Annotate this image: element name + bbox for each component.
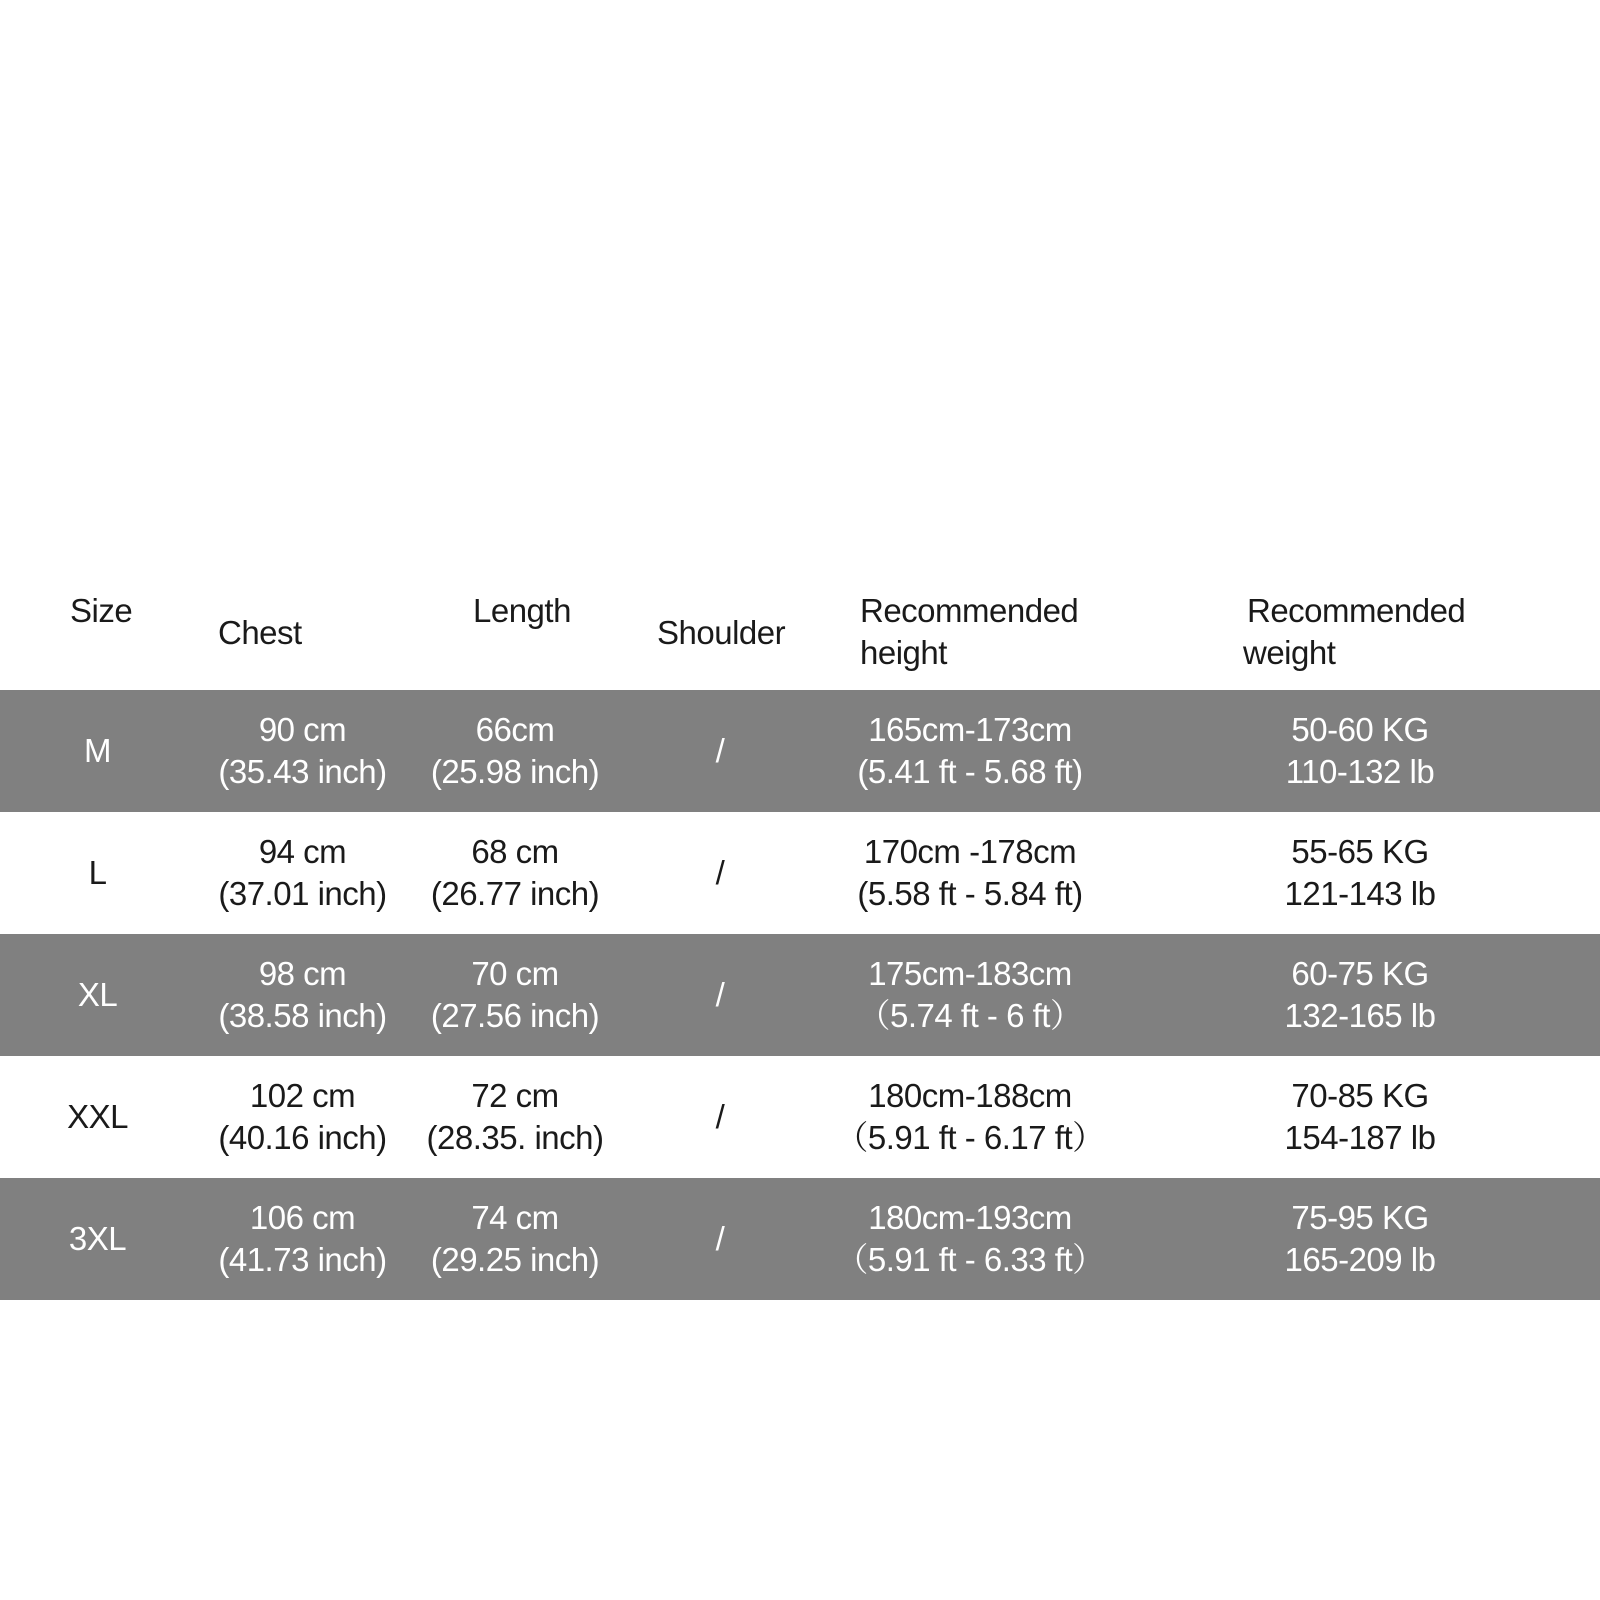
shoulder-value: / [715,732,725,769]
header-weight-line2: weight [1243,634,1336,671]
chest-cell [200,1056,405,1178]
length-cm: 66cm [475,711,555,748]
shoulder-cell [680,690,760,812]
weight-cell [1240,690,1480,812]
shoulder-cell [680,812,760,934]
shoulder-value: / [715,1220,725,1257]
height-cm: 170cm -178cm [863,833,1077,870]
height-ft: (5.41 ft - 5.68 ft) [857,753,1083,790]
size-label: XXL [67,1098,128,1135]
chest-cell [200,934,405,1056]
height-cm: 180cm-188cm [868,1077,1072,1114]
length-cell [410,812,620,934]
chest-cm: 94 cm [258,833,347,870]
length-inch: (25.98 inch) [430,753,600,790]
chest-cm: 102 cm [249,1077,356,1114]
height-cm: 165cm-173cm [868,711,1072,748]
weight-lb: 165-209 lb [1284,1241,1436,1278]
chest-inch: (37.01 inch) [218,875,387,912]
weight-lb: 132-165 lb [1284,997,1436,1034]
chest-cm: 90 cm [258,711,347,748]
header-recommended-weight [1243,590,1507,674]
height-ft: (5.58 ft - 5.84 ft) [857,875,1083,912]
size-label: XL [77,976,118,1013]
shoulder-cell [680,1056,760,1178]
size-cell [40,690,155,812]
table-row [0,812,1600,934]
shoulder-value: / [715,854,725,891]
weight-cell [1240,1178,1480,1300]
weight-kg: 60-75 KG [1291,955,1429,992]
length-cm: 70 cm [471,955,559,992]
header-shoulder: Shoulder [657,614,786,651]
shoulder-cell [680,1178,760,1300]
height-cell [820,934,1120,1056]
shoulder-value: / [715,976,725,1013]
height-cell [820,812,1120,934]
height-cell [820,1178,1120,1300]
weight-kg: 50-60 KG [1291,711,1429,748]
shoulder-value: / [715,1098,725,1135]
size-cell [40,812,155,934]
size-label: L [88,854,107,891]
chest-cell [200,812,405,934]
height-ft: （5.74 ft - 6 ft） [857,997,1083,1034]
table-row [0,690,1600,812]
chest-cell [200,1178,405,1300]
header-recommended-height [860,590,1120,674]
weight-lb: 121-143 lb [1284,875,1436,912]
chest-cm: 98 cm [258,955,347,992]
header-weight-line1: Recommended [1247,592,1466,629]
length-inch: (28.35. inch) [426,1119,604,1156]
header-chest: Chest [218,614,302,651]
length-cell [410,690,620,812]
weight-lb: 110-132 lb [1285,753,1435,790]
size-cell [40,1056,155,1178]
header-size: Size [70,592,133,629]
length-cm: 68 cm [471,833,559,870]
chest-cell [200,690,405,812]
weight-kg: 70-85 KG [1291,1077,1429,1114]
length-inch: (29.25 inch) [430,1241,600,1278]
height-cm: 175cm-183cm [868,955,1072,992]
size-label: 3XL [68,1220,127,1257]
chest-inch: (35.43 inch) [218,753,387,790]
weight-kg: 75-95 KG [1291,1199,1429,1236]
height-cell [820,690,1120,812]
chest-inch: (41.73 inch) [218,1241,387,1278]
height-ft: （5.91 ft - 6.33 ft） [835,1241,1105,1278]
table-header-row [0,572,1600,690]
size-cell [40,934,155,1056]
length-cell [410,1056,620,1178]
chest-inch: (40.16 inch) [218,1119,387,1156]
height-ft: （5.91 ft - 6.17 ft） [835,1119,1105,1156]
length-cell [410,934,620,1056]
weight-lb: 154-187 lb [1284,1119,1436,1156]
header-height-line1: Recommended [860,592,1079,629]
height-cell [820,1056,1120,1178]
length-cell [410,1178,620,1300]
size-cell [40,1178,155,1300]
header-height-line2: height [860,634,947,671]
table-row [0,1178,1600,1300]
height-cm: 180cm-193cm [868,1199,1072,1236]
header-length: Length [473,592,571,629]
chest-inch: (38.58 inch) [218,997,387,1034]
weight-cell [1240,934,1480,1056]
weight-kg: 55-65 KG [1291,833,1429,870]
length-cm: 74 cm [471,1199,559,1236]
size-chart-table [0,572,1600,1300]
length-inch: (27.56 inch) [430,997,600,1034]
weight-cell [1240,812,1480,934]
length-cm: 72 cm [471,1077,559,1114]
table-row [0,1056,1600,1178]
weight-cell [1240,1056,1480,1178]
size-label: M [84,732,111,769]
length-inch: (26.77 inch) [430,875,600,912]
table-row [0,934,1600,1056]
shoulder-cell [680,934,760,1056]
chest-cm: 106 cm [249,1199,356,1236]
